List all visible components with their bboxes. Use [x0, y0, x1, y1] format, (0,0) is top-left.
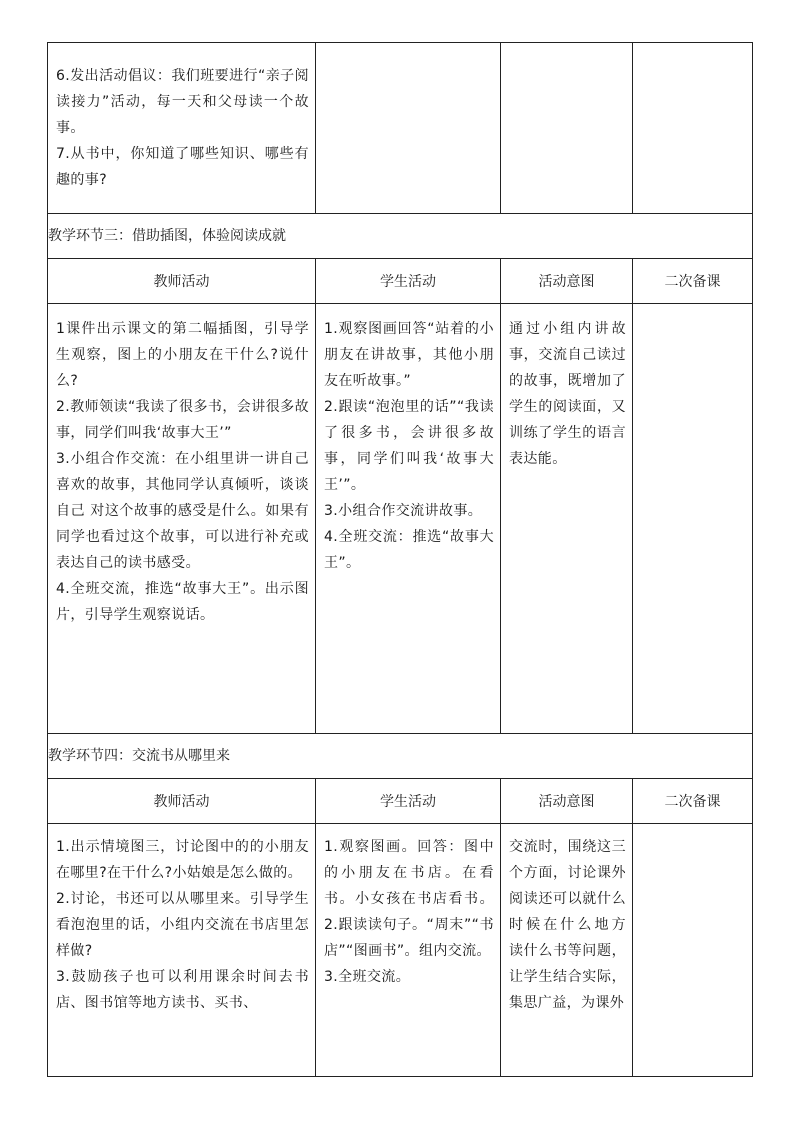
header-second-prep: 二次备课 — [633, 779, 753, 824]
continued-row — [48, 43, 753, 214]
student-step: 4.全班交流：推选“故事大王”。 — [324, 529, 494, 571]
student-activity-cell — [316, 304, 501, 734]
header-activity-intent: 活动意图 — [501, 259, 633, 304]
header-student-activity: 学生活动 — [316, 259, 501, 304]
content-row — [48, 824, 753, 1077]
student-step: 3.全班交流。 — [324, 969, 411, 985]
section-title-row — [48, 734, 753, 779]
content-row — [48, 304, 753, 734]
header-activity-intent: 活动意图 — [501, 779, 633, 824]
header-student-activity: 学生活动 — [316, 779, 501, 824]
teacher-step: 1.出示情境图三，讨论图中的的小朋友在哪里?在干什么?小姑娘是怎么做的。 — [56, 839, 309, 881]
teacher-step: 3.鼓励孩子也可以利用课余时间去书店、图书馆等地方读书、买书、 — [56, 969, 309, 1011]
second-prep-cell — [633, 304, 753, 734]
intent-cell — [501, 824, 633, 1077]
intent-text: 交流时，围绕这三个方面，讨论课外阅读还可以就什么时候在什么地方 读什么书等问题，让学生结合实际，集思广益，为课外 — [509, 839, 626, 1011]
intent-cell — [501, 304, 633, 734]
teacher-step: 2.教师领读“我读了很多书，会讲很多故事，同学们叫我‘故事大王’” — [56, 399, 309, 441]
header-teacher-activity: 教师活动 — [48, 259, 316, 304]
section-title: 教学环节三：借助插图，体验阅读成就 — [48, 214, 753, 259]
section-title: 教学环节四：交流书从哪里来 — [48, 734, 753, 779]
lesson-plan-table — [47, 42, 753, 1077]
header-second-prep: 二次备课 — [633, 259, 753, 304]
student-activity-cell — [316, 43, 501, 214]
teacher-activity-cell — [48, 304, 316, 734]
header-teacher-activity: 教师活动 — [48, 779, 316, 824]
second-prep-cell — [633, 43, 753, 214]
teacher-step: 4.全班交流，推选“故事大王”。出示图片，引导学生观察说话。 — [56, 581, 309, 623]
student-step: 3.小组合作交流讲故事。 — [324, 503, 483, 519]
teacher-step: 1课件出示课文的第二幅插图，引导学生观察，图上的小朋友在干什么?说什么? — [56, 321, 309, 389]
teacher-activity-cell — [48, 824, 316, 1077]
section-title-row — [48, 214, 753, 259]
teacher-step: 3.小组合作交流：在小组里讲一讲自己喜欢的故事，其他同学认真倾听，谈谈自己 对这个故事的感受是什么。如果有同学也看过这个故事，可以进行补充或表达自己的读书感受。 — [56, 451, 309, 571]
student-step: 1.观察图画。回答：图中的小朋友在书店。在看书。小女孩在书店看书。 2.跟读读句子。“周末”“书店”“图画书”。组内交流。 — [324, 839, 494, 959]
header-row — [48, 259, 753, 304]
second-prep-cell — [633, 824, 753, 1077]
header-row — [48, 779, 753, 824]
intent-text: 通过小组内讲故事，交流自己读过的故事，既增加了学生的阅读面，又训练了学生的语言表达能。 — [509, 321, 626, 467]
student-step: 2.跟读“泡泡里的话”“我读了很多书，会讲很多故事，同学们叫我‘故事大王’”。 — [324, 399, 494, 493]
student-step: 1.观察图画回答“站着的小朋友在讲故事，其他小朋友在听故事。” — [324, 321, 494, 389]
teacher-step: 2.讨论，书还可以从哪里来。引导学生看泡泡里的话，小组内交流在书店里怎样做? — [56, 891, 309, 959]
intent-cell — [501, 43, 633, 214]
student-activity-cell — [316, 824, 501, 1077]
teacher-step: 6.发出活动倡议：我们班要进行“亲子阅读接力”活动，每一天和父母读一个故事。 — [56, 68, 309, 136]
teacher-activity-cell — [48, 43, 316, 214]
teacher-step: 7.从书中，你知道了哪些知识、哪些有趣的事? — [56, 146, 309, 188]
